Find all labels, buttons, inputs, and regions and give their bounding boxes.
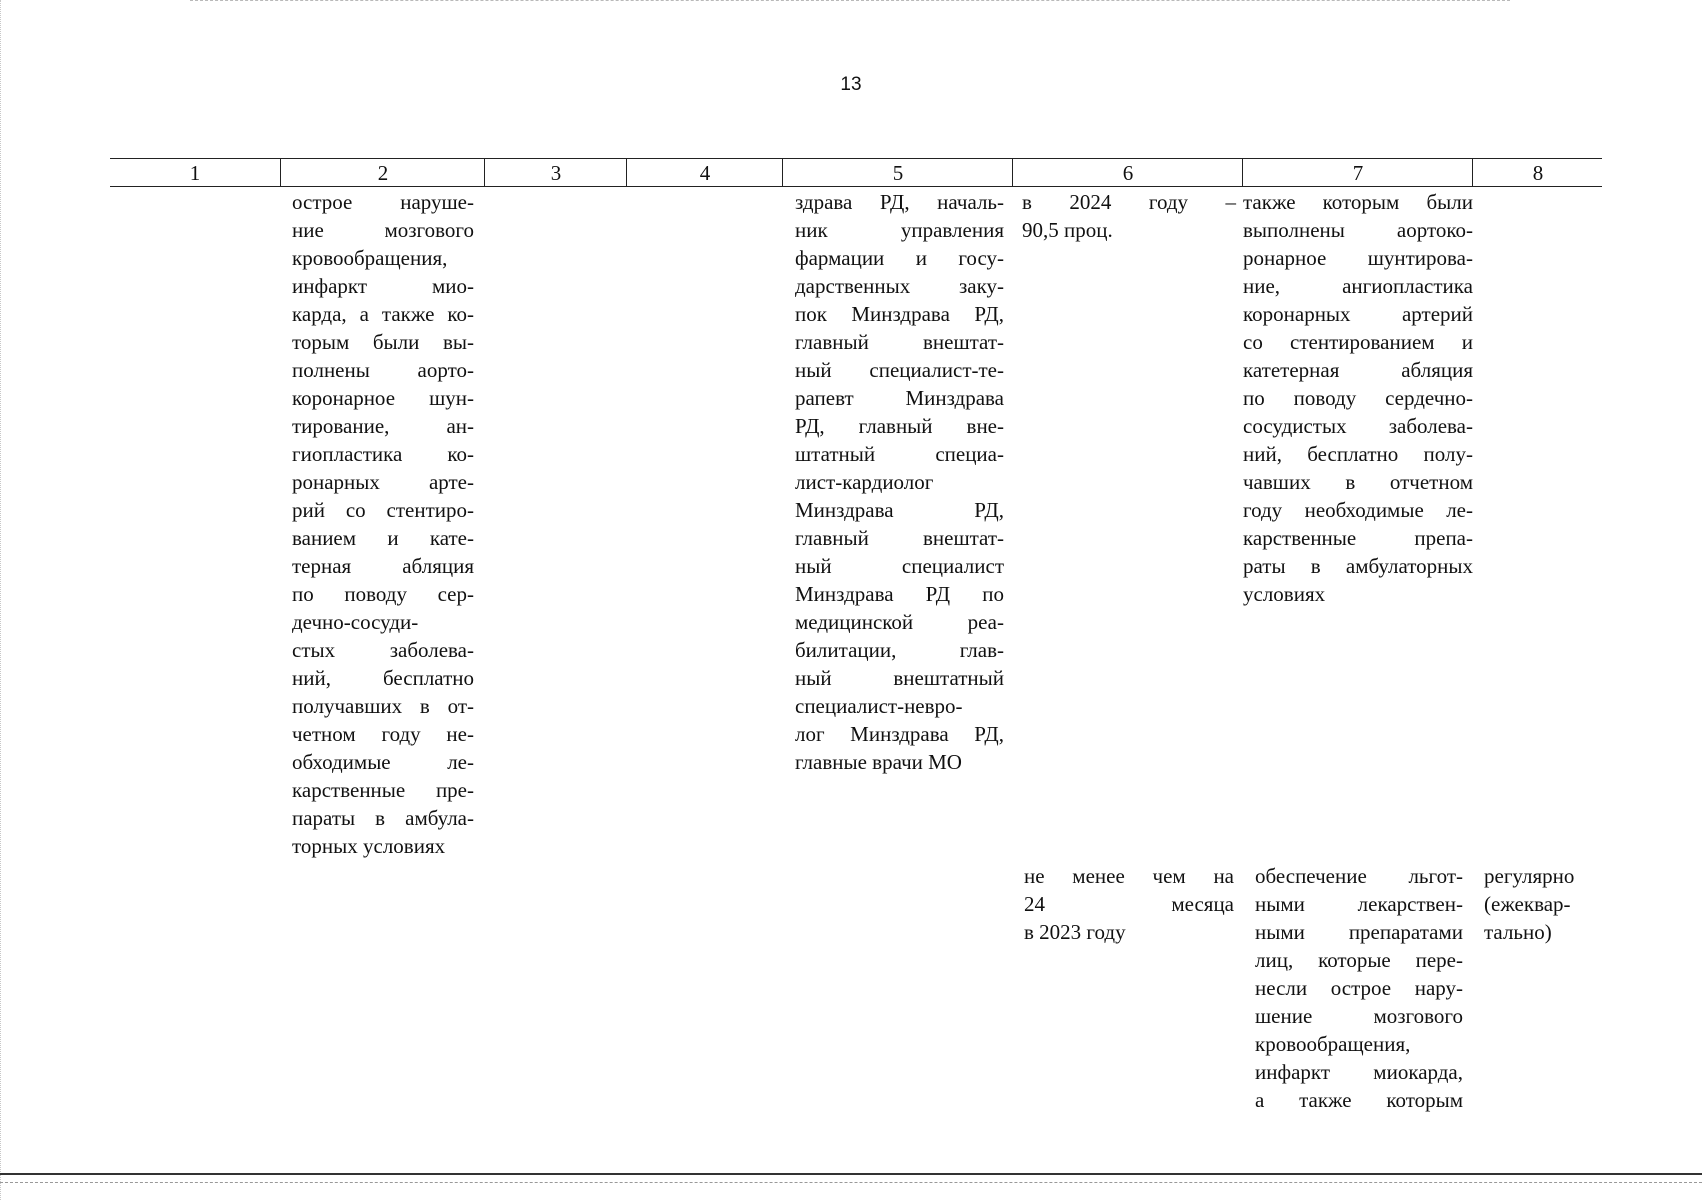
text-line: шение мозгового <box>1255 1004 1463 1028</box>
text-line: ными препаратами <box>1255 920 1463 944</box>
text-line: ронарных арте- <box>292 470 474 494</box>
text-line: четном году не- <box>292 722 474 746</box>
text-line: главные врачи МО <box>795 750 962 774</box>
column-header-3: 3 <box>484 159 627 186</box>
row1-col7-text <box>1243 188 1473 608</box>
text-line: регулярно <box>1484 864 1575 888</box>
text-line: не менее чем на <box>1024 864 1234 888</box>
text-line: лог Минздрава РД, <box>795 722 1004 746</box>
row2-col8-text <box>1484 862 1600 946</box>
text-line: ний, бесплатно полу- <box>1243 442 1473 466</box>
text-line: здрава РД, началь- <box>795 190 1004 214</box>
text-line: ванием и кате- <box>292 526 474 550</box>
text-line: катетерная абляция <box>1243 358 1473 382</box>
text-line: обеспечение льгот- <box>1255 864 1463 888</box>
scan-edge-top <box>190 0 1510 1</box>
text-line: рапевт Минздрава <box>795 386 1004 410</box>
text-line: ный специалист-те- <box>795 358 1004 382</box>
text-line: карственные пре- <box>292 778 474 802</box>
text-line: ными лекарствен- <box>1255 892 1463 916</box>
column-header-2: 2 <box>280 159 485 186</box>
text-line: лиц, которые пере- <box>1255 948 1463 972</box>
text-line: 90,5 проц. <box>1022 218 1113 242</box>
page-bottom-edge <box>0 1173 1702 1175</box>
text-line: ние мозгового <box>292 218 474 242</box>
column-header-5: 5 <box>782 159 1013 186</box>
column-header-6: 6 <box>1012 159 1243 186</box>
text-line: РД, главный вне- <box>795 414 1004 438</box>
text-line: острое наруше- <box>292 190 474 214</box>
text-line: получавших в от- <box>292 694 474 718</box>
text-line: году необходимые ле- <box>1243 498 1473 522</box>
text-line: ронарное шунтирова- <box>1243 246 1473 270</box>
row2-col6-text <box>1024 862 1234 946</box>
text-line: параты в амбула- <box>292 806 474 830</box>
row2-col7-text <box>1255 862 1463 1114</box>
text-line: обходимые ле- <box>292 750 474 774</box>
text-line: карда, а также ко- <box>292 302 474 326</box>
text-line: торных условиях <box>292 834 446 858</box>
text-line: специалист-невро- <box>795 694 963 718</box>
text-line: несли острое нару- <box>1255 976 1463 1000</box>
text-line: условиях <box>1243 582 1326 606</box>
text-line: 24 месяца <box>1024 892 1234 916</box>
text-line: ный специалист <box>795 554 1004 578</box>
column-header-8: 8 <box>1472 159 1603 186</box>
text-line: по поводу сердечно- <box>1243 386 1473 410</box>
text-line: дарственных заку- <box>795 274 1004 298</box>
text-line: ние, ангиопластика <box>1243 274 1473 298</box>
text-line: раты в амбулаторных <box>1243 554 1473 578</box>
text-line: в 2024 году – <box>1022 190 1236 214</box>
text-line: рий со стентиро- <box>292 498 474 522</box>
text-line: в 2023 году <box>1024 920 1126 944</box>
row1-col2-text <box>292 188 474 860</box>
text-line: билитации, глав- <box>795 638 1004 662</box>
text-line: карственные препа- <box>1243 526 1473 550</box>
text-line: полнены аорто- <box>292 358 474 382</box>
text-line: гиопластика ко- <box>292 442 474 466</box>
row1-col5-text <box>795 188 1004 776</box>
text-line: штатный специа- <box>795 442 1004 466</box>
text-line: лист-кардиолог <box>795 470 934 494</box>
text-line: дечно-сосуди- <box>292 610 419 634</box>
text-line: со стентированием и <box>1243 330 1473 354</box>
page-number: 13 <box>840 74 862 95</box>
text-line: главный внештат- <box>795 526 1004 550</box>
text-line: Минздрава РД, <box>795 498 1004 522</box>
scan-edge-bottom <box>0 1182 1702 1183</box>
text-line: также которым были <box>1243 190 1473 214</box>
text-line: коронарных артерий <box>1243 302 1473 326</box>
text-line: а также которым <box>1255 1088 1463 1112</box>
text-line: медицинской реа- <box>795 610 1004 634</box>
column-header-4: 4 <box>626 159 783 186</box>
text-line: кровообращения, <box>1255 1032 1411 1056</box>
text-line: фармации и госу- <box>795 246 1004 270</box>
text-line: ник управления <box>795 218 1004 242</box>
text-line: главный внештат- <box>795 330 1004 354</box>
text-line: торым были вы- <box>292 330 474 354</box>
text-line: кровообращения, <box>292 246 448 270</box>
scan-edge-left <box>0 0 1 1200</box>
text-line: сосудистых заболева- <box>1243 414 1473 438</box>
table-header-row <box>110 158 1602 187</box>
text-line: пок Минздрава РД, <box>795 302 1004 326</box>
text-line: выполнены аортоко- <box>1243 218 1473 242</box>
text-line: чавших в отчетном <box>1243 470 1473 494</box>
text-line: стых заболева- <box>292 638 474 662</box>
text-line: по поводу сер- <box>292 582 474 606</box>
column-header-1: 1 <box>189 161 201 185</box>
text-line: (ежеквар- <box>1484 892 1571 916</box>
text-line: тально) <box>1484 920 1552 944</box>
text-line: инфаркт миокарда, <box>1255 1060 1463 1084</box>
text-line: Минздрава РД по <box>795 582 1004 606</box>
text-line: терная абляция <box>292 554 474 578</box>
text-line: ный внештатный <box>795 666 1004 690</box>
text-line: тирование, ан- <box>292 414 474 438</box>
column-header-7: 7 <box>1242 159 1473 186</box>
text-line: инфаркт мио- <box>292 274 474 298</box>
text-line: ний, бесплатно <box>292 666 474 690</box>
row1-col6-text <box>1022 188 1236 244</box>
text-line: коронарное шун- <box>292 386 474 410</box>
